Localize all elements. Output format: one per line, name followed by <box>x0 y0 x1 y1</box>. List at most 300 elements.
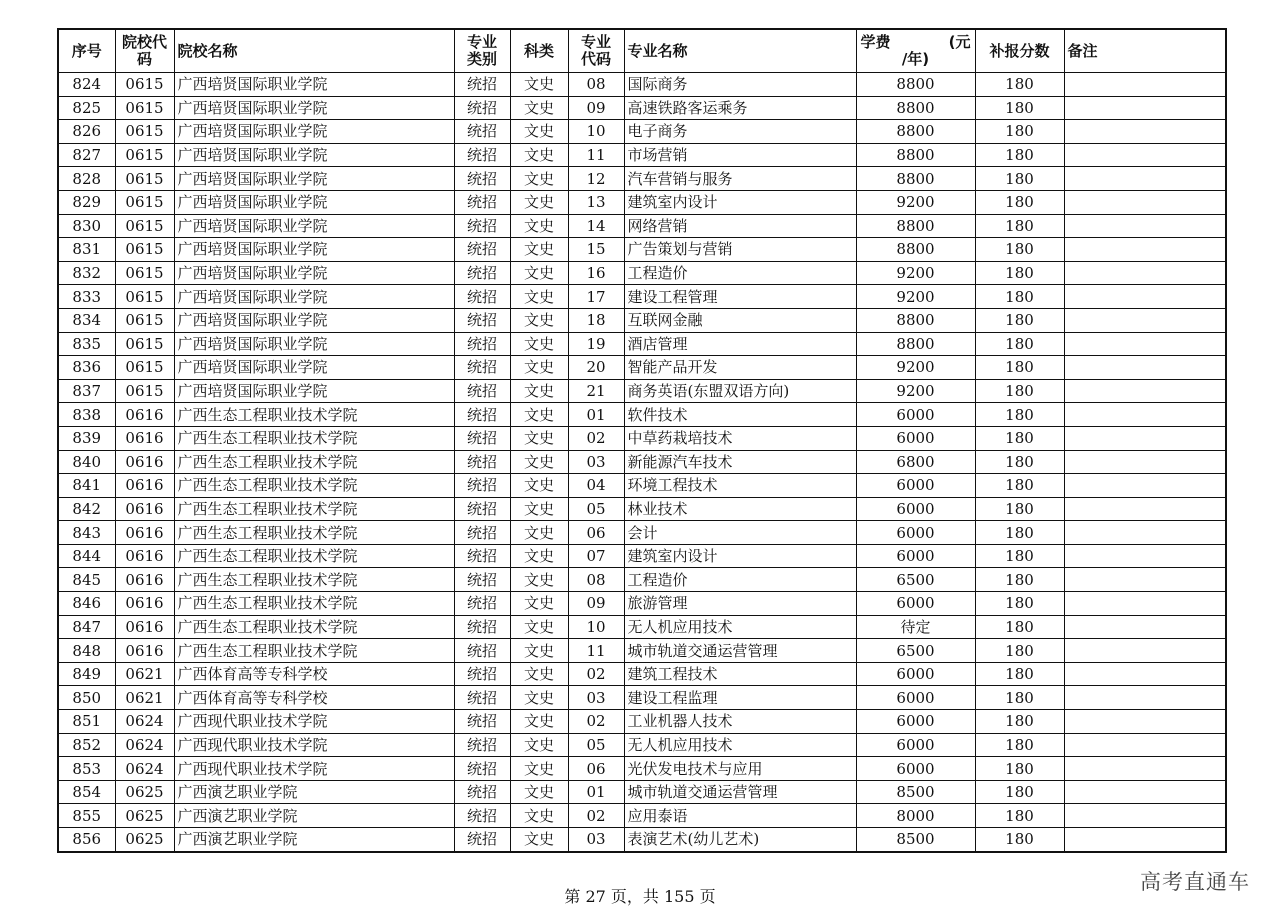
cell-major-name: 城市轨道交通运营管理 <box>624 639 856 663</box>
cell-seq: 842 <box>58 497 115 521</box>
cell-seq: 843 <box>58 521 115 545</box>
cell-major-code: 13 <box>568 190 624 214</box>
cell-subject: 文史 <box>510 662 568 686</box>
cell-school-code: 0616 <box>115 544 174 568</box>
table-row <box>58 285 1226 309</box>
cell-remark <box>1064 120 1226 144</box>
cell-major-code: 02 <box>568 804 624 828</box>
cell-subject: 文史 <box>510 190 568 214</box>
cell-school-name: 广西现代职业技术学院 <box>174 733 454 757</box>
table-row <box>58 143 1226 167</box>
cell-remark <box>1064 379 1226 403</box>
table-row <box>58 120 1226 144</box>
cell-major-name: 环境工程技术 <box>624 474 856 498</box>
cell-school-code: 0624 <box>115 757 174 781</box>
cell-seq: 841 <box>58 474 115 498</box>
cell-major-type: 统招 <box>454 544 510 568</box>
cell-score: 180 <box>975 143 1064 167</box>
header-major-type: 专业 类别 <box>454 29 510 73</box>
cell-major-code: 02 <box>568 710 624 734</box>
cell-remark <box>1064 757 1226 781</box>
cell-fee: 6800 <box>856 450 975 474</box>
table-row <box>58 238 1226 262</box>
cell-remark <box>1064 426 1226 450</box>
cell-major-name: 林业技术 <box>624 497 856 521</box>
cell-seq: 832 <box>58 261 115 285</box>
cell-school-name: 广西生态工程职业技术学院 <box>174 544 454 568</box>
cell-school-code: 0624 <box>115 710 174 734</box>
cell-school-code: 0615 <box>115 238 174 262</box>
cell-subject: 文史 <box>510 497 568 521</box>
cell-score: 180 <box>975 308 1064 332</box>
cell-school-name: 广西培贤国际职业学院 <box>174 285 454 309</box>
cell-major-type: 统招 <box>454 332 510 356</box>
cell-score: 180 <box>975 733 1064 757</box>
cell-major-code: 19 <box>568 332 624 356</box>
cell-major-code: 08 <box>568 568 624 592</box>
cell-subject: 文史 <box>510 521 568 545</box>
cell-school-name: 广西现代职业技术学院 <box>174 710 454 734</box>
cell-major-code: 09 <box>568 592 624 616</box>
cell-major-name: 工程造价 <box>624 261 856 285</box>
cell-major-code: 20 <box>568 356 624 380</box>
cell-major-code: 07 <box>568 544 624 568</box>
cell-school-name: 广西培贤国际职业学院 <box>174 214 454 238</box>
cell-fee: 6000 <box>856 710 975 734</box>
cell-seq: 836 <box>58 356 115 380</box>
cell-major-type: 统招 <box>454 828 510 852</box>
cell-remark <box>1064 167 1226 191</box>
cell-remark <box>1064 73 1226 97</box>
cell-fee: 8800 <box>856 96 975 120</box>
cell-subject: 文史 <box>510 733 568 757</box>
cell-school-name: 广西培贤国际职业学院 <box>174 356 454 380</box>
cell-remark <box>1064 662 1226 686</box>
cell-score: 180 <box>975 615 1064 639</box>
cell-subject: 文史 <box>510 332 568 356</box>
header-fee: 学费 (元 /年) <box>856 29 975 73</box>
cell-major-type: 统招 <box>454 710 510 734</box>
cell-school-name: 广西体育高等专科学校 <box>174 662 454 686</box>
cell-seq: 853 <box>58 757 115 781</box>
cell-remark <box>1064 592 1226 616</box>
cell-major-code: 03 <box>568 686 624 710</box>
cell-school-code: 0615 <box>115 190 174 214</box>
cell-major-type: 统招 <box>454 190 510 214</box>
cell-major-name: 建设工程管理 <box>624 285 856 309</box>
cell-seq: 844 <box>58 544 115 568</box>
cell-remark <box>1064 332 1226 356</box>
cell-school-code: 0615 <box>115 285 174 309</box>
cell-score: 180 <box>975 167 1064 191</box>
cell-subject: 文史 <box>510 780 568 804</box>
cell-school-code: 0615 <box>115 120 174 144</box>
cell-major-name: 软件技术 <box>624 403 856 427</box>
cell-fee: 8500 <box>856 780 975 804</box>
cell-major-type: 统招 <box>454 662 510 686</box>
cell-score: 180 <box>975 261 1064 285</box>
cell-major-code: 05 <box>568 497 624 521</box>
cell-seq: 828 <box>58 167 115 191</box>
cell-major-type: 统招 <box>454 143 510 167</box>
cell-major-type: 统招 <box>454 521 510 545</box>
cell-subject: 文史 <box>510 167 568 191</box>
cell-seq: 850 <box>58 686 115 710</box>
cell-major-name: 工业机器人技术 <box>624 710 856 734</box>
cell-remark <box>1064 804 1226 828</box>
cell-fee: 6000 <box>856 403 975 427</box>
cell-fee: 9200 <box>856 379 975 403</box>
cell-major-type: 统招 <box>454 639 510 663</box>
cell-school-code: 0616 <box>115 639 174 663</box>
cell-school-code: 0616 <box>115 592 174 616</box>
table-row <box>58 710 1226 734</box>
cell-seq: 825 <box>58 96 115 120</box>
cell-seq: 827 <box>58 143 115 167</box>
cell-major-type: 统招 <box>454 733 510 757</box>
cell-score: 180 <box>975 497 1064 521</box>
cell-fee: 6000 <box>856 474 975 498</box>
cell-remark <box>1064 308 1226 332</box>
header-seq: 序号 <box>58 29 115 73</box>
cell-fee: 8800 <box>856 214 975 238</box>
cell-remark <box>1064 143 1226 167</box>
cell-score: 180 <box>975 96 1064 120</box>
cell-major-type: 统招 <box>454 238 510 262</box>
cell-major-name: 商务英语(东盟双语方向) <box>624 379 856 403</box>
cell-major-type: 统招 <box>454 356 510 380</box>
cell-major-type: 统招 <box>454 804 510 828</box>
table-row <box>58 686 1226 710</box>
cell-major-type: 统招 <box>454 757 510 781</box>
cell-fee: 6000 <box>856 426 975 450</box>
table-row <box>58 733 1226 757</box>
cell-school-name: 广西演艺职业学院 <box>174 804 454 828</box>
cell-score: 180 <box>975 780 1064 804</box>
cell-school-name: 广西体育高等专科学校 <box>174 686 454 710</box>
table-row <box>58 308 1226 332</box>
cell-school-code: 0621 <box>115 686 174 710</box>
cell-major-code: 18 <box>568 308 624 332</box>
cell-major-type: 统招 <box>454 686 510 710</box>
table-row <box>58 780 1226 804</box>
cell-fee: 6000 <box>856 544 975 568</box>
cell-subject: 文史 <box>510 285 568 309</box>
cell-subject: 文史 <box>510 214 568 238</box>
cell-school-name: 广西培贤国际职业学院 <box>174 308 454 332</box>
table-row <box>58 592 1226 616</box>
cell-school-name: 广西演艺职业学院 <box>174 780 454 804</box>
cell-subject: 文史 <box>510 379 568 403</box>
cell-school-code: 0615 <box>115 96 174 120</box>
cell-subject: 文史 <box>510 120 568 144</box>
cell-major-code: 01 <box>568 780 624 804</box>
cell-score: 180 <box>975 474 1064 498</box>
cell-school-name: 广西培贤国际职业学院 <box>174 190 454 214</box>
cell-fee: 8000 <box>856 804 975 828</box>
table-row <box>58 474 1226 498</box>
cell-major-name: 中草药栽培技术 <box>624 426 856 450</box>
table-row <box>58 804 1226 828</box>
table-row <box>58 96 1226 120</box>
cell-score: 180 <box>975 190 1064 214</box>
cell-seq: 831 <box>58 238 115 262</box>
cell-major-name: 工程造价 <box>624 568 856 592</box>
cell-major-name: 智能产品开发 <box>624 356 856 380</box>
cell-major-code: 08 <box>568 73 624 97</box>
cell-major-name: 光伏发电技术与应用 <box>624 757 856 781</box>
cell-seq: 845 <box>58 568 115 592</box>
cell-fee: 6000 <box>856 757 975 781</box>
cell-score: 180 <box>975 521 1064 545</box>
cell-major-type: 统招 <box>454 120 510 144</box>
table-row <box>58 544 1226 568</box>
cell-major-code: 02 <box>568 662 624 686</box>
cell-major-type: 统招 <box>454 403 510 427</box>
cell-subject: 文史 <box>510 308 568 332</box>
cell-fee: 6500 <box>856 568 975 592</box>
cell-seq: 851 <box>58 710 115 734</box>
table-row <box>58 261 1226 285</box>
cell-score: 180 <box>975 379 1064 403</box>
table-row <box>58 450 1226 474</box>
cell-remark <box>1064 190 1226 214</box>
cell-fee: 8800 <box>856 238 975 262</box>
cell-major-type: 统招 <box>454 450 510 474</box>
cell-subject: 文史 <box>510 757 568 781</box>
cell-score: 180 <box>975 662 1064 686</box>
cell-school-code: 0616 <box>115 615 174 639</box>
cell-major-type: 统招 <box>454 592 510 616</box>
cell-seq: 847 <box>58 615 115 639</box>
cell-major-code: 06 <box>568 521 624 545</box>
table-row <box>58 214 1226 238</box>
cell-school-code: 0621 <box>115 662 174 686</box>
cell-subject: 文史 <box>510 544 568 568</box>
cell-major-name: 高速铁路客运乘务 <box>624 96 856 120</box>
cell-major-name: 无人机应用技术 <box>624 615 856 639</box>
cell-remark <box>1064 544 1226 568</box>
cell-fee: 6000 <box>856 662 975 686</box>
cell-school-code: 0616 <box>115 497 174 521</box>
cell-school-name: 广西生态工程职业技术学院 <box>174 403 454 427</box>
cell-remark <box>1064 356 1226 380</box>
cell-score: 180 <box>975 214 1064 238</box>
table-row <box>58 403 1226 427</box>
cell-subject: 文史 <box>510 828 568 852</box>
cell-seq: 854 <box>58 780 115 804</box>
cell-major-type: 统招 <box>454 96 510 120</box>
cell-remark <box>1064 214 1226 238</box>
cell-remark <box>1064 568 1226 592</box>
header-school-name: 院校名称 <box>174 29 454 73</box>
cell-fee: 8800 <box>856 308 975 332</box>
cell-school-code: 0615 <box>115 308 174 332</box>
cell-subject: 文史 <box>510 450 568 474</box>
cell-major-name: 汽车营销与服务 <box>624 167 856 191</box>
cell-subject: 文史 <box>510 568 568 592</box>
cell-school-name: 广西培贤国际职业学院 <box>174 261 454 285</box>
cell-school-name: 广西培贤国际职业学院 <box>174 238 454 262</box>
table-row <box>58 757 1226 781</box>
cell-major-name: 市场营销 <box>624 143 856 167</box>
cell-school-name: 广西生态工程职业技术学院 <box>174 474 454 498</box>
table-row <box>58 639 1226 663</box>
cell-school-code: 0624 <box>115 733 174 757</box>
cell-major-code: 06 <box>568 757 624 781</box>
cell-major-name: 互联网金融 <box>624 308 856 332</box>
cell-school-name: 广西生态工程职业技术学院 <box>174 639 454 663</box>
cell-major-code: 12 <box>568 167 624 191</box>
cell-school-name: 广西生态工程职业技术学院 <box>174 521 454 545</box>
cell-remark <box>1064 261 1226 285</box>
cell-major-code: 09 <box>568 96 624 120</box>
cell-score: 180 <box>975 285 1064 309</box>
cell-subject: 文史 <box>510 73 568 97</box>
table-row <box>58 73 1226 97</box>
cell-seq: 846 <box>58 592 115 616</box>
cell-major-code: 21 <box>568 379 624 403</box>
cell-score: 180 <box>975 828 1064 852</box>
cell-major-code: 01 <box>568 403 624 427</box>
cell-fee: 6000 <box>856 733 975 757</box>
cell-major-name: 网络营销 <box>624 214 856 238</box>
cell-score: 180 <box>975 426 1064 450</box>
cell-subject: 文史 <box>510 615 568 639</box>
cell-major-type: 统招 <box>454 167 510 191</box>
cell-major-type: 统招 <box>454 780 510 804</box>
table-row <box>58 190 1226 214</box>
cell-subject: 文史 <box>510 143 568 167</box>
cell-school-code: 0616 <box>115 403 174 427</box>
cell-major-type: 统招 <box>454 474 510 498</box>
cell-score: 180 <box>975 639 1064 663</box>
cell-remark <box>1064 686 1226 710</box>
table-row <box>58 615 1226 639</box>
cell-fee: 9200 <box>856 285 975 309</box>
cell-school-name: 广西培贤国际职业学院 <box>174 73 454 97</box>
cell-score: 180 <box>975 757 1064 781</box>
cell-major-name: 新能源汽车技术 <box>624 450 856 474</box>
cell-fee: 6000 <box>856 686 975 710</box>
cell-seq: 839 <box>58 426 115 450</box>
cell-school-name: 广西培贤国际职业学院 <box>174 96 454 120</box>
cell-school-name: 广西现代职业技术学院 <box>174 757 454 781</box>
cell-fee: 6000 <box>856 521 975 545</box>
cell-seq: 834 <box>58 308 115 332</box>
cell-school-name: 广西生态工程职业技术学院 <box>174 497 454 521</box>
header-subject: 科类 <box>510 29 568 73</box>
page-number: 第 27 页，共 155 页 <box>564 887 716 906</box>
cell-school-code: 0615 <box>115 379 174 403</box>
cell-seq: 837 <box>58 379 115 403</box>
cell-score: 180 <box>975 592 1064 616</box>
cell-major-type: 统招 <box>454 615 510 639</box>
cell-remark <box>1064 780 1226 804</box>
cell-major-type: 统招 <box>454 261 510 285</box>
cell-major-name: 电子商务 <box>624 120 856 144</box>
cell-major-name: 旅游管理 <box>624 592 856 616</box>
cell-seq: 838 <box>58 403 115 427</box>
table-body <box>58 73 1226 852</box>
cell-major-code: 05 <box>568 733 624 757</box>
cell-subject: 文史 <box>510 238 568 262</box>
table-row <box>58 662 1226 686</box>
cell-remark <box>1064 450 1226 474</box>
cell-major-name: 应用泰语 <box>624 804 856 828</box>
cell-fee: 9200 <box>856 356 975 380</box>
cell-seq: 852 <box>58 733 115 757</box>
cell-major-name: 建筑室内设计 <box>624 544 856 568</box>
cell-school-code: 0615 <box>115 143 174 167</box>
cell-seq: 835 <box>58 332 115 356</box>
admission-table <box>57 28 1227 853</box>
cell-seq: 829 <box>58 190 115 214</box>
cell-score: 180 <box>975 332 1064 356</box>
cell-fee: 8800 <box>856 120 975 144</box>
cell-major-code: 04 <box>568 474 624 498</box>
cell-score: 180 <box>975 710 1064 734</box>
cell-fee: 6000 <box>856 497 975 521</box>
cell-seq: 833 <box>58 285 115 309</box>
cell-school-name: 广西培贤国际职业学院 <box>174 167 454 191</box>
table-row <box>58 379 1226 403</box>
cell-major-code: 11 <box>568 639 624 663</box>
cell-score: 180 <box>975 804 1064 828</box>
cell-remark <box>1064 285 1226 309</box>
cell-major-code: 11 <box>568 143 624 167</box>
watermark: 高考直通车 <box>1140 870 1250 894</box>
table-row <box>58 521 1226 545</box>
cell-remark <box>1064 497 1226 521</box>
cell-school-code: 0616 <box>115 568 174 592</box>
cell-school-name: 广西生态工程职业技术学院 <box>174 426 454 450</box>
table-row <box>58 828 1226 852</box>
cell-score: 180 <box>975 73 1064 97</box>
cell-major-type: 统招 <box>454 285 510 309</box>
cell-fee: 待定 <box>856 615 975 639</box>
cell-school-code: 0616 <box>115 450 174 474</box>
cell-school-code: 0625 <box>115 828 174 852</box>
cell-school-code: 0615 <box>115 261 174 285</box>
table-row <box>58 568 1226 592</box>
cell-subject: 文史 <box>510 261 568 285</box>
cell-remark <box>1064 828 1226 852</box>
cell-major-code: 14 <box>568 214 624 238</box>
cell-major-code: 10 <box>568 615 624 639</box>
cell-major-type: 统招 <box>454 497 510 521</box>
cell-major-name: 酒店管理 <box>624 332 856 356</box>
cell-school-code: 0616 <box>115 426 174 450</box>
cell-fee: 8800 <box>856 73 975 97</box>
cell-seq: 856 <box>58 828 115 852</box>
cell-major-name: 无人机应用技术 <box>624 733 856 757</box>
cell-major-type: 统招 <box>454 426 510 450</box>
cell-major-type: 统招 <box>454 568 510 592</box>
cell-subject: 文史 <box>510 474 568 498</box>
cell-seq: 848 <box>58 639 115 663</box>
header-major-name: 专业名称 <box>624 29 856 73</box>
cell-score: 180 <box>975 686 1064 710</box>
table-row <box>58 497 1226 521</box>
cell-remark <box>1064 521 1226 545</box>
cell-major-code: 03 <box>568 450 624 474</box>
table-row <box>58 356 1226 380</box>
cell-seq: 840 <box>58 450 115 474</box>
cell-major-code: 10 <box>568 120 624 144</box>
cell-major-name: 表演艺术(幼儿艺术) <box>624 828 856 852</box>
cell-fee: 9200 <box>856 261 975 285</box>
